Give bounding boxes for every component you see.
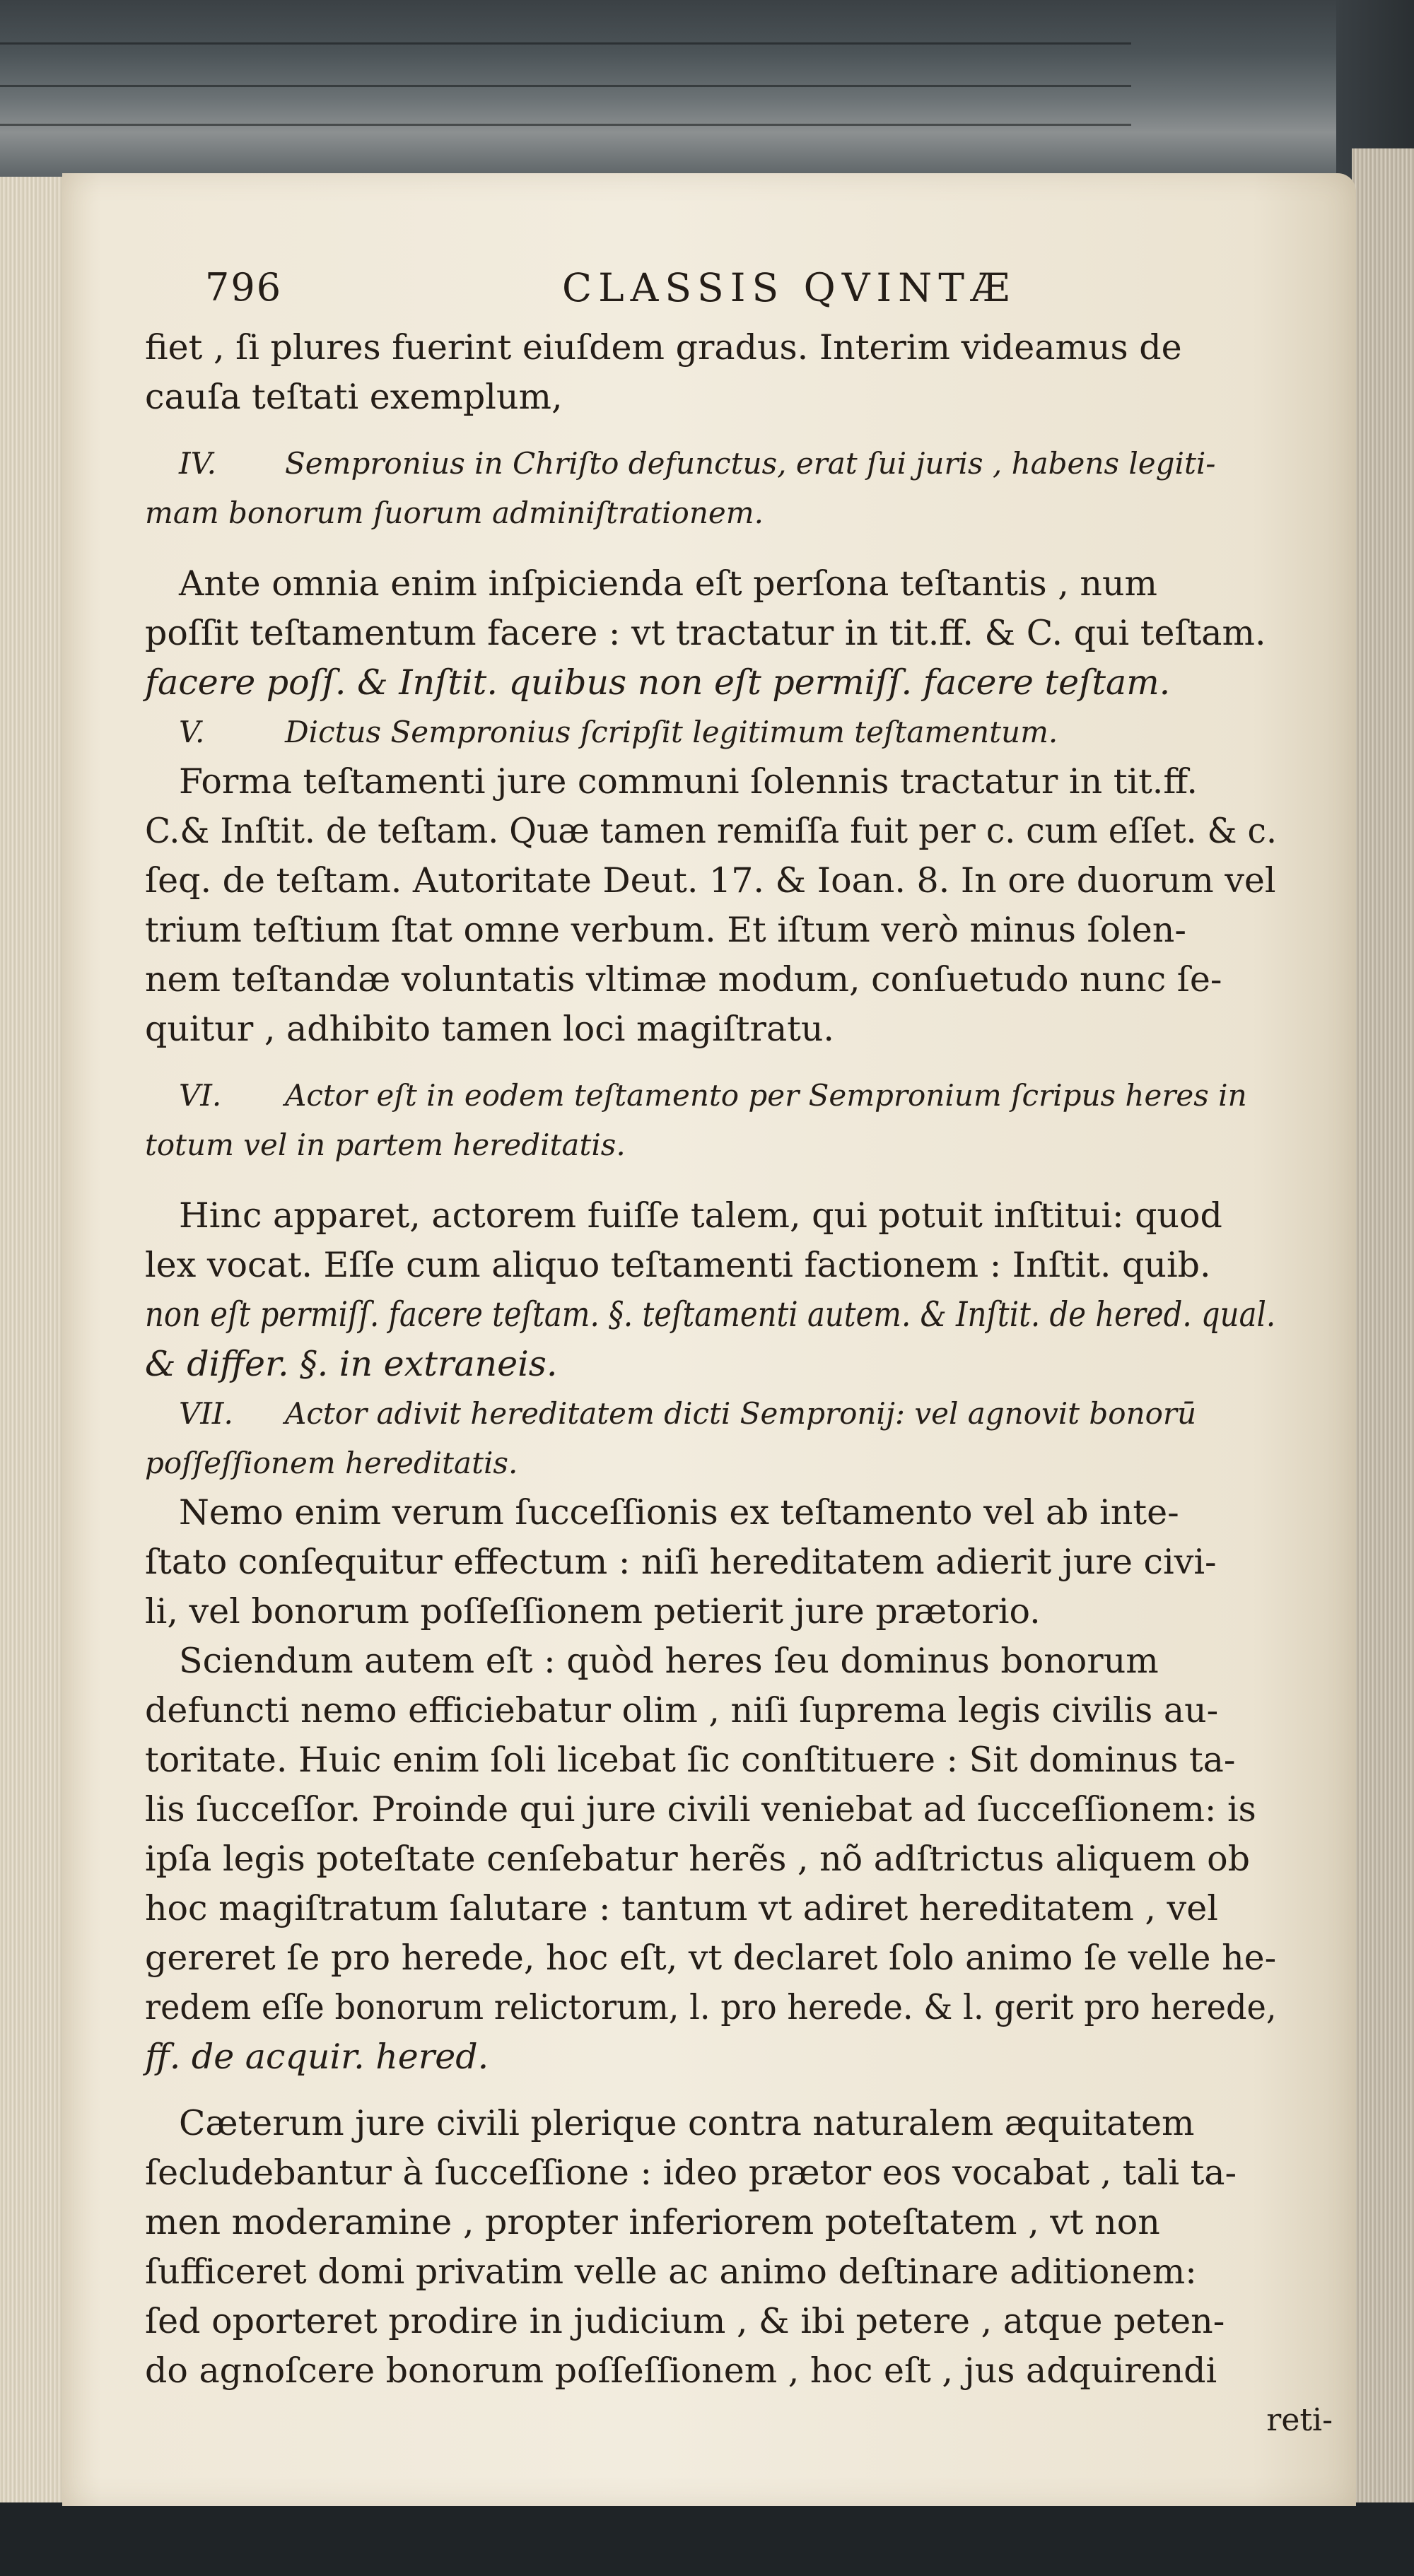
paragraph bbox=[145, 2099, 1333, 2396]
background-bottom bbox=[0, 2502, 1414, 2576]
text-line: trium teſtium ſtat omne verbum. Et iſtum verò minus ſolen- bbox=[145, 910, 1186, 950]
article-number: VII. bbox=[179, 1396, 233, 1431]
text-line: ff. de acquir. hered. bbox=[145, 2037, 489, 2077]
article-number: V. bbox=[179, 715, 205, 749]
page-edge-line bbox=[0, 42, 1131, 45]
text-line: & differ. §. in extraneis. bbox=[145, 1344, 558, 1384]
text-line: cauſa teſtati exemplum, bbox=[145, 377, 563, 417]
paragraph bbox=[145, 1191, 1333, 1389]
text-line: men moderamine , propter inferiorem poteſtatem , vt non bbox=[145, 2202, 1160, 2242]
page-text bbox=[145, 265, 1333, 2445]
text-line: Forma teſtamenti jure communi ſolennis tractatur in tit.ff. bbox=[179, 761, 1198, 802]
text-line: Ante omnia enim inſpicienda eſt perſona teſtantis , num bbox=[179, 563, 1157, 604]
article-heading bbox=[145, 708, 1333, 757]
running-head: CLASSIS QVINTÆ bbox=[562, 265, 1017, 310]
text-line: poſſit teſtamentum facere : vt tractatur in tit.ff. & C. qui teſtam. bbox=[145, 613, 1266, 653]
text-line: mam bonorum ſuorum adminiſtrationem. bbox=[145, 496, 764, 530]
paragraph bbox=[145, 1488, 1333, 1637]
text-line: li, vel bonorum poſſeſſionem petierit jure prætorio. bbox=[145, 1591, 1041, 1632]
text-line: ſufficeret domi privatim velle ac animo deſtinare aditionem: bbox=[145, 2252, 1197, 2292]
text-line: gereret ſe pro herede, hoc eſt, vt declaret ſolo animo ſe velle he- bbox=[145, 1938, 1277, 1978]
text-line: Nemo enim verum ſucceſſionis ex teſtamento vel ab inte- bbox=[179, 1492, 1179, 1533]
text-line: ipſa legis poteſtate cenſebatur herẽs , nõ adſtrictus aliquem ob bbox=[145, 1839, 1250, 1879]
article-number: IV. bbox=[179, 446, 216, 481]
text-line: lex vocat. Eſſe cum aliquo teſtamenti factionem : Inſtit. quib. bbox=[145, 1245, 1211, 1285]
text-line: non eſt permiſſ. facere teſtam. §. teſtamenti autem. & Inſtit. de hered. qual. bbox=[145, 1294, 1276, 1335]
paragraph bbox=[145, 757, 1333, 1054]
article-heading bbox=[145, 1389, 1333, 1488]
text-line: ſed oporteret prodire in judicium , & ibi petere , atque peten- bbox=[145, 2301, 1225, 2341]
text-line: ſeq. de teſtam. Autoritate Deut. 17. & Ioan. 8. In ore duorum vel bbox=[145, 860, 1276, 901]
page-number: 796 bbox=[205, 265, 283, 310]
text-line: quitur , adhibito tamen loci magiſtratu. bbox=[145, 1009, 834, 1049]
catchword: reti- bbox=[1266, 2402, 1333, 2438]
article-number: VI. bbox=[179, 1078, 222, 1113]
text-line: ſtato conſequitur effectum : niſi hereditatem adierit jure civi- bbox=[145, 1542, 1217, 1582]
text-line: Cæterum jure civili plerique contra naturalem æquitatem bbox=[179, 2103, 1195, 2143]
text-line: ſecludebantur à ſucceſſione : ideo prætor eos vocabat , tali ta- bbox=[145, 2153, 1237, 2193]
text-line: facere poſſ. & Inſtit. quibus non eſt permiſſ. facere teſtam. bbox=[145, 662, 1171, 703]
text-line: toritate. Huic enim ſoli licebat ſic conſtituere : Sit dominus ta- bbox=[145, 1740, 1236, 1780]
text-line: Dictus Sempronius ſcripſit legitimum teſtamentum. bbox=[285, 715, 1058, 749]
page-edge-line bbox=[0, 85, 1131, 87]
text-line: lis ſucceſſor. Proinde qui jure civili veniebat ad ſucceſſionem: is bbox=[145, 1789, 1256, 1829]
text-line: fiet , ſi plures fuerint eiuſdem gradus. Interim videamus de bbox=[145, 327, 1182, 368]
page-header bbox=[145, 265, 1333, 322]
text-line: Sciendum autem eſt : quòd heres ſeu dominus bonorum bbox=[179, 1641, 1159, 1681]
text-line: Actor eſt in eodem teſtamento per Sempronium ſcripus heres in bbox=[285, 1078, 1247, 1113]
text-line: Hinc apparet, actorem fuiſſe talem, qui potuit inſtitui: quod bbox=[179, 1195, 1222, 1236]
text-line: defuncti nemo efficiebatur olim , niſi ſuprema legis civilis au- bbox=[145, 1690, 1219, 1731]
text-line: do agnoſcere bonorum poſſeſſionem , hoc eſt , jus adquirendi bbox=[145, 2350, 1217, 2391]
page-edge-line bbox=[0, 124, 1131, 126]
right-page-stack bbox=[1352, 148, 1414, 2502]
text-line: nem teſtandæ voluntatis vltimæ modum, conſuetudo nunc ſe- bbox=[145, 959, 1222, 1000]
paragraph bbox=[145, 559, 1333, 708]
paragraph bbox=[145, 1637, 1333, 2082]
left-page-stack bbox=[0, 177, 64, 2502]
paragraph bbox=[145, 323, 1333, 422]
text-line: totum vel in partem hereditatis. bbox=[145, 1128, 626, 1162]
book-top-edge bbox=[0, 0, 1414, 177]
article-heading bbox=[145, 1071, 1333, 1170]
text-line: redem eſſe bonorum relictorum, l. pro herede. & l. gerit pro herede, bbox=[145, 1987, 1277, 2027]
text-line: Actor adivit hereditatem dicti Sempronij: vel agnovit bonorū bbox=[285, 1396, 1197, 1431]
text-line: poſſeſſionem hereditatis. bbox=[145, 1446, 518, 1480]
text-line: hoc magiſtratum ſalutare : tantum vt adiret hereditatem , vel bbox=[145, 1888, 1218, 1928]
article-heading bbox=[145, 439, 1333, 538]
text-line: C.& Inſtit. de teſtam. Quæ tamen remiſſa fuit per c. cum eſſet. & c. bbox=[145, 811, 1277, 851]
text-line: Sempronius in Chriſto defunctus, erat ſui juris , habens legiti- bbox=[285, 446, 1216, 481]
